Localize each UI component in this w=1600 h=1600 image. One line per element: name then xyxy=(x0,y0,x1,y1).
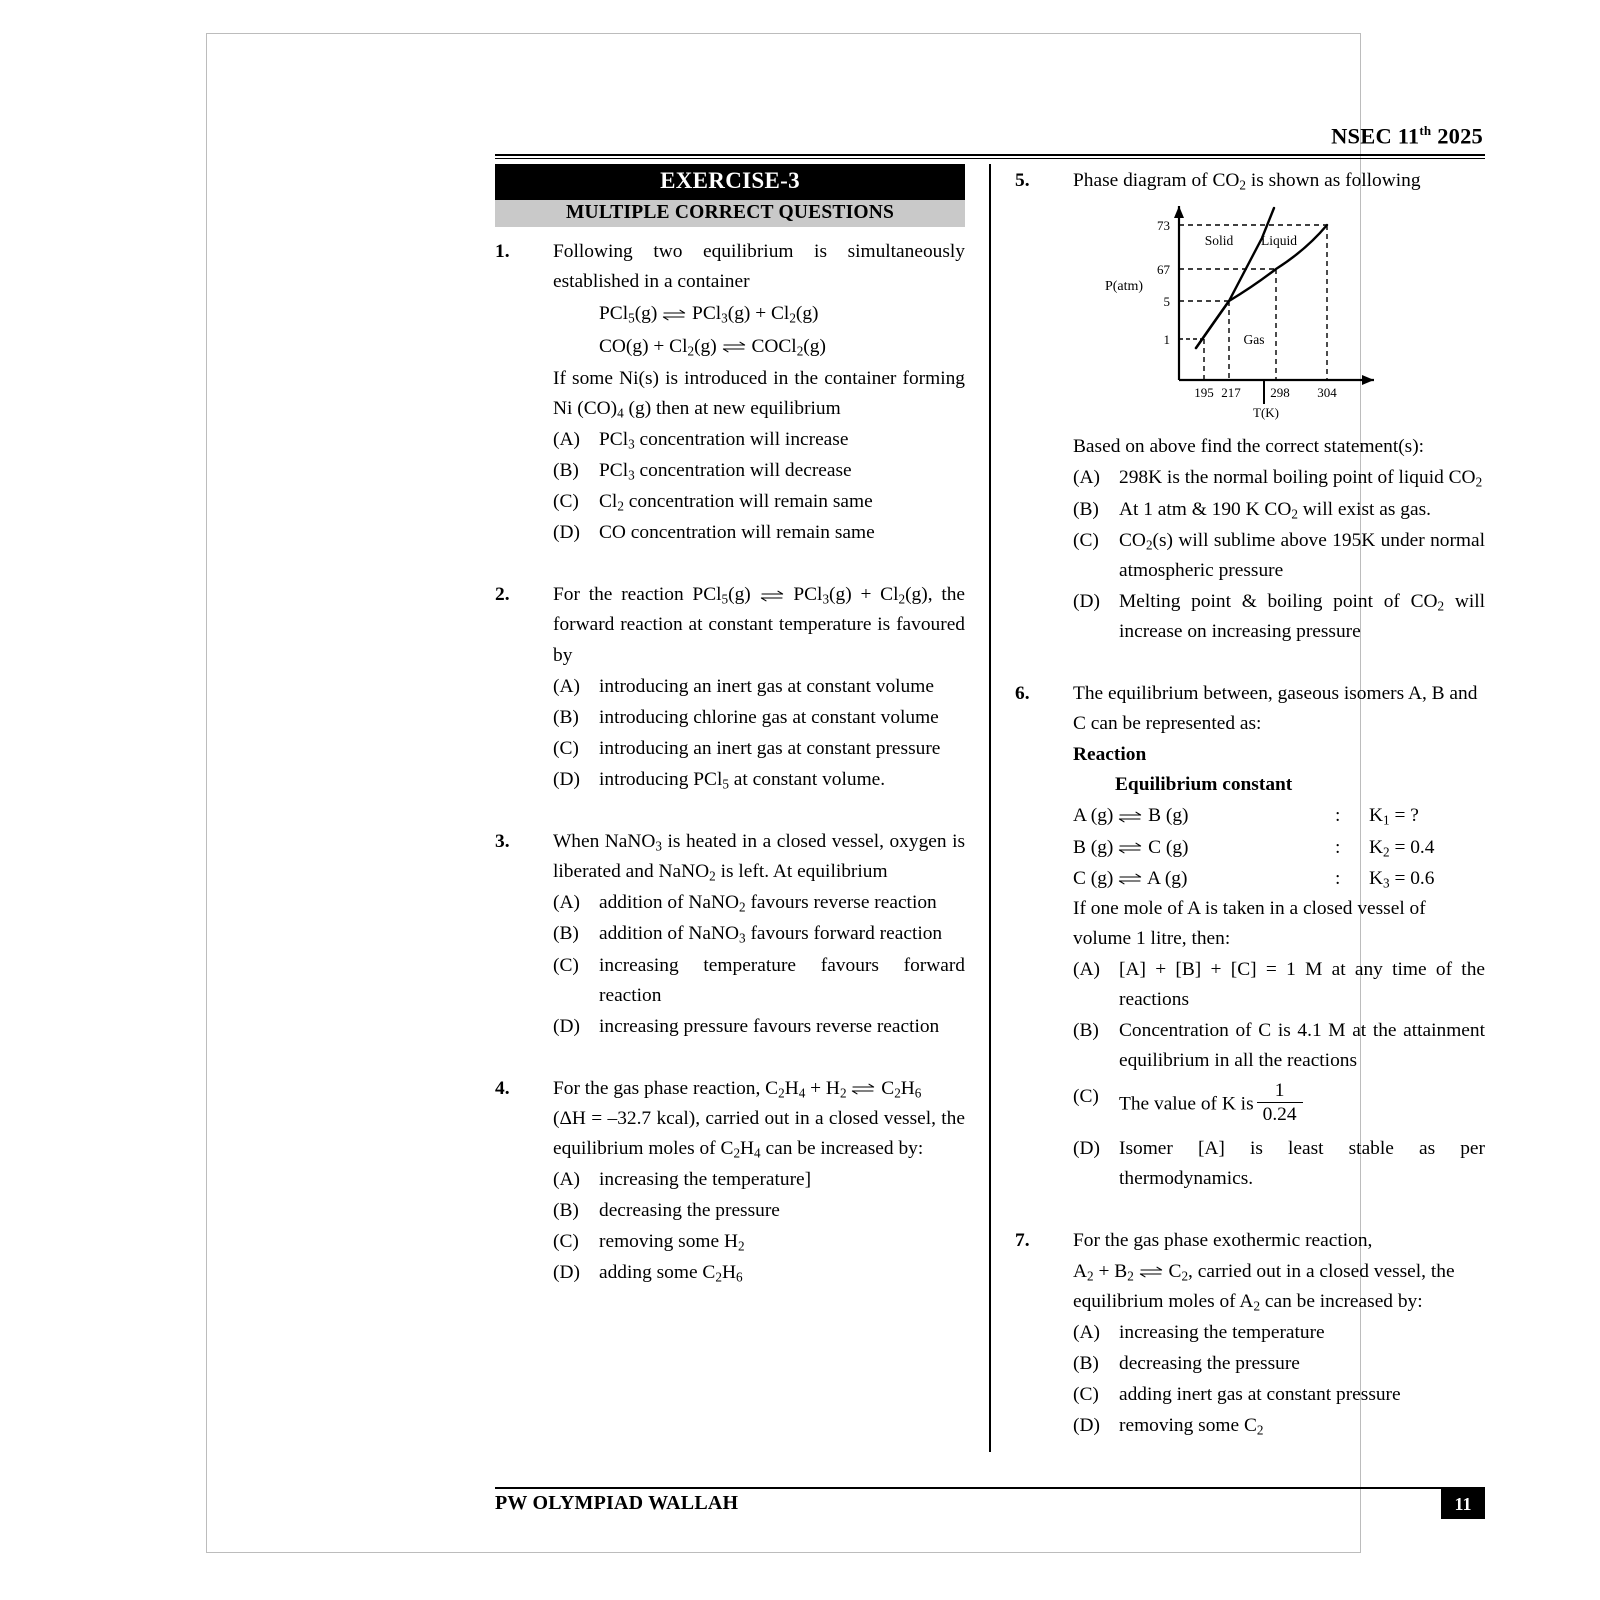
stem-part: If some Ni(s) is introduced in the container forming Ni (CO) xyxy=(553,367,965,419)
spacer xyxy=(1015,1194,1485,1216)
option-tag: (B) xyxy=(553,923,579,945)
equilibrium-constant-value: $K_1$ = ? xyxy=(1369,805,1419,829)
options-list xyxy=(1073,1318,1485,1441)
option-tag: (C) xyxy=(1073,529,1099,551)
right-column xyxy=(1015,164,1485,1454)
footer-row xyxy=(495,1489,1485,1519)
option-tag: (A) xyxy=(553,675,580,697)
option-text: 298K is the normal boiling point of liquid $CO_2$ xyxy=(1119,467,1483,491)
question-7 xyxy=(1015,1226,1485,1441)
option-tag: (C) xyxy=(553,954,579,976)
option-b[interactable] xyxy=(1073,495,1485,525)
option-text: PCl$_3$ concentration will increase xyxy=(599,428,849,452)
eq-sub: 3 xyxy=(721,311,728,327)
equilibrium-arrow-icon xyxy=(1118,807,1143,826)
equilibrium-arrow-icon xyxy=(722,337,747,356)
question-3 xyxy=(495,827,965,1042)
fraction-numerator: 1 xyxy=(1257,1080,1303,1103)
option-text: At 1 atm & 190 K $CO_2$ will exist as gas. xyxy=(1119,498,1431,522)
equilibrium-constant-value: $K_2 = 0.4$ xyxy=(1369,836,1435,860)
option-a[interactable] xyxy=(1073,1318,1485,1348)
header-title-ordinal: th xyxy=(1419,123,1432,138)
option-d[interactable] xyxy=(553,1012,965,1042)
option-b[interactable] xyxy=(553,703,965,733)
option-tag: (D) xyxy=(553,1262,580,1284)
eq-term: (g) xyxy=(634,303,658,325)
option-a[interactable] xyxy=(553,888,965,918)
spacer xyxy=(1015,647,1485,669)
stem-part: (g) then at new equilibrium xyxy=(623,397,841,419)
option-text: decreasing the pressure xyxy=(1119,1352,1300,1374)
question-2 xyxy=(495,580,965,795)
option-b[interactable] xyxy=(553,919,965,949)
option-tag: (B) xyxy=(553,1200,579,1222)
option-d[interactable] xyxy=(1073,587,1485,647)
question-number: 6. xyxy=(1015,683,1030,705)
eq-sub: 2 xyxy=(789,311,796,327)
option-text: increasing the temperature xyxy=(1119,1321,1325,1343)
equilibrium-arrow-icon xyxy=(1118,838,1143,857)
option-tag: (C) xyxy=(1073,1383,1099,1405)
header-year: 2025 xyxy=(1437,123,1483,149)
page-footer xyxy=(495,1487,1485,1519)
question-stem: The equilibrium between, gaseous isomers A, B and C can be represented as: xyxy=(1073,683,1478,735)
option-tag: (D) xyxy=(553,522,580,544)
question-stem: When NaNO$_3$ is heated in a closed vessel, oxygen is liberated and NaNO$_2$ is left. At equilibrium xyxy=(553,831,966,884)
option-tag: (D) xyxy=(553,768,580,790)
eq-sub: 2 xyxy=(687,343,695,359)
option-a[interactable] xyxy=(553,1165,965,1195)
question-lead: Based on above find the correct statement(s): xyxy=(1073,436,1425,458)
equilibrium-arrow-icon xyxy=(851,1080,876,1099)
option-text: Melting point & boiling point of $CO_2$ will increase on increasing pressure xyxy=(1119,590,1486,643)
question-number: 7. xyxy=(1015,1230,1030,1252)
option-tag: (D) xyxy=(1073,1415,1100,1436)
equilibrium-arrow-icon xyxy=(1118,870,1143,889)
x-tick-298: 298 xyxy=(1270,385,1290,401)
option-text: adding some $C_2H_6$ xyxy=(599,1262,743,1286)
question-number: 3. xyxy=(495,831,510,852)
row-colon: : xyxy=(1335,805,1341,827)
option-text: addition of NaNO$_3$ favours forward reaction xyxy=(599,923,943,947)
option-tag: (A) xyxy=(1073,467,1100,489)
option-text: PCl$_3$ concentration will decrease xyxy=(599,459,852,483)
eq-term: (g) xyxy=(803,335,826,357)
question-4 xyxy=(495,1074,965,1289)
option-text: Concentration of C is 4.1 M at the attainment equilibrium in all the reactions xyxy=(1119,1020,1485,1072)
option-b[interactable] xyxy=(553,1196,965,1226)
question-number: 4. xyxy=(495,1077,510,1099)
page-content xyxy=(495,124,1485,1519)
option-tag: (C) xyxy=(553,737,579,759)
options-list xyxy=(553,425,965,549)
eq-sub: 5 xyxy=(628,311,635,327)
option-tag: (B) xyxy=(1073,1020,1099,1042)
eq-term: (g) xyxy=(694,335,717,357)
option-c[interactable] xyxy=(553,951,965,1011)
question-stem: For the gas phase reaction, $C_2H_4 + H_2$ $C_2H_6$ xyxy=(553,1077,922,1101)
two-column-body xyxy=(495,164,1485,1454)
eq-sub: 2 xyxy=(796,343,804,359)
option-d[interactable] xyxy=(1073,1411,1485,1441)
eq-term: COCl xyxy=(751,335,797,357)
exercise-subtitle: MULTIPLE CORRECT QUESTIONS xyxy=(495,200,965,227)
option-text: increasing the temperature] xyxy=(599,1169,812,1191)
question-body xyxy=(553,580,965,795)
options-list xyxy=(1073,463,1485,647)
options-list xyxy=(553,672,965,795)
question-stem: Following two equilibrium is simultaneously established in a container xyxy=(553,241,965,293)
question-number: 2. xyxy=(495,584,510,606)
question-stem-continued xyxy=(553,364,965,424)
fraction xyxy=(1257,1080,1303,1126)
option-text: adding inert gas at constant pressure xyxy=(1119,1383,1401,1405)
option-text: $CO_2(s)$ will sublime above 195K under normal atmospheric pressure xyxy=(1119,529,1485,581)
eq-term: (g) + Cl xyxy=(727,303,790,325)
options-list xyxy=(553,1165,965,1288)
y-tick-67: 67 xyxy=(1157,262,1170,278)
option-text: introducing PCl$_5$ at constant volume. xyxy=(599,768,886,792)
question-number: 1. xyxy=(495,241,510,263)
question-stem-continued: $A_2 + B_2$ $C_2$, carried out in a closed vessel, the equilibrium moles of $A_2$ can be increased by: xyxy=(1073,1260,1455,1314)
option-tag: (C) xyxy=(553,1231,579,1253)
option-a[interactable] xyxy=(553,425,965,455)
eq-term: PCl xyxy=(692,303,722,325)
equilibrium-arrow-icon xyxy=(1139,1262,1164,1281)
region-label-liquid: Liquid xyxy=(1261,233,1297,249)
eq-term: CO(g) + Cl xyxy=(599,335,688,357)
option-a[interactable] xyxy=(553,672,965,702)
option-tag: (B) xyxy=(553,706,579,728)
option-text: introducing an inert gas at constant volume xyxy=(599,675,934,697)
question-stem: For the reaction PCl$_5$(g) $PCl_3(g) + Cl_2(g)$, the forward reaction at constant temperature is favoured by xyxy=(553,584,966,666)
phase-diagram-figure xyxy=(1073,198,1485,428)
option-a[interactable] xyxy=(1073,463,1485,493)
option-c[interactable] xyxy=(1073,526,1485,586)
option-text: $Cl_2$ concentration will remain same xyxy=(599,491,873,514)
left-column xyxy=(495,164,965,1454)
option-tag: (B) xyxy=(553,459,579,481)
option-text: CO concentration will remain same xyxy=(599,522,875,544)
reaction-heading: Reaction xyxy=(1073,744,1147,766)
option-b[interactable] xyxy=(1073,1016,1485,1076)
reaction-equation: B (g) C (g) xyxy=(1073,836,1189,858)
option-c[interactable] xyxy=(553,487,965,517)
option-tag: (A) xyxy=(1073,958,1100,980)
options-list xyxy=(553,888,965,1041)
reaction-equation: C (g) A (g) xyxy=(1073,867,1188,889)
question-6 xyxy=(1015,679,1485,1194)
options-list xyxy=(1073,955,1485,1194)
row-colon: : xyxy=(1335,867,1341,889)
option-a[interactable] xyxy=(1073,955,1485,1015)
question-stem: Phase diagram of $CO_2$ is shown as following xyxy=(1073,170,1421,193)
row-colon: : xyxy=(1335,836,1341,858)
exercise-banner: EXERCISE-3 xyxy=(495,164,965,200)
x-tick-217: 217 xyxy=(1221,385,1241,401)
option-text: introducing an inert gas at constant pressure xyxy=(599,737,941,759)
footer-brand: PW OLYMPIAD WALLAH xyxy=(495,1492,739,1514)
option-b[interactable] xyxy=(553,456,965,486)
option-tag: (C) xyxy=(553,491,579,513)
option-text: removing some $C_2$ xyxy=(1119,1415,1264,1438)
option-tag: (B) xyxy=(1073,1352,1099,1374)
question-body xyxy=(1073,1226,1485,1441)
equilibrium-constant-value: $K_3 = 0.6$ xyxy=(1369,867,1435,891)
x-tick-195: 195 xyxy=(1194,385,1214,401)
fraction-denominator: 0.24 xyxy=(1262,1104,1297,1125)
reaction-row xyxy=(1073,833,1485,863)
option-tag: (A) xyxy=(553,428,580,450)
option-b[interactable] xyxy=(1073,1349,1485,1379)
option-c[interactable] xyxy=(1073,1082,1485,1128)
option-tag: (A) xyxy=(553,1169,580,1191)
y-axis-label: P(atm) xyxy=(1104,279,1144,295)
equation-1 xyxy=(553,299,965,329)
question-body xyxy=(1073,679,1485,1194)
option-text: addition of NaNO$_2$ favours reverse reaction xyxy=(599,892,937,915)
reaction-row xyxy=(1073,864,1485,894)
question-lead: If one mole of A is taken in a closed vessel of volume 1 litre, then: xyxy=(1073,897,1426,949)
y-tick-5: 5 xyxy=(1163,294,1170,310)
eq-term: (g) xyxy=(795,303,819,325)
eq-term: PCl xyxy=(599,303,629,325)
option-text: [A] + [B] + [C] = 1 M at any time of the reactions xyxy=(1119,958,1485,1011)
question-body xyxy=(553,1074,965,1289)
option-d[interactable] xyxy=(1073,1134,1485,1194)
option-text: increasing temperature favours forward reaction xyxy=(599,954,965,1006)
equilibrium-arrow-icon xyxy=(760,586,785,605)
page-frame xyxy=(206,33,1486,1553)
header-title: NSEC 11 xyxy=(1331,123,1420,149)
option-tag: (A) xyxy=(1073,1321,1100,1343)
option-text: Isomer [A] is least stable as per thermodynamics. xyxy=(1119,1138,1485,1190)
x-axis-label: T(K) xyxy=(1253,405,1279,421)
phase-diagram-svg xyxy=(1084,198,1474,428)
equilibrium-constant-heading: Equilibrium constant xyxy=(1115,774,1293,796)
equation-2 xyxy=(553,332,965,362)
option-tag: (D) xyxy=(1073,1138,1100,1160)
option-tag: (D) xyxy=(1073,590,1100,612)
equilibrium-arrow-icon xyxy=(662,305,687,324)
column-divider xyxy=(965,164,1015,1454)
region-label-gas: Gas xyxy=(1243,332,1265,348)
header-rule xyxy=(495,154,1485,159)
spacer xyxy=(495,1042,965,1064)
question-stem-continued: (ΔH = –32.7 kcal), carried out in a closed vessel, the equilibrium moles of $C_2H_4$ can be increased by: xyxy=(553,1107,965,1161)
page-number-badge: 11 xyxy=(1441,1489,1485,1519)
option-text: decreasing the pressure xyxy=(599,1200,780,1222)
option-c[interactable] xyxy=(1073,1380,1485,1410)
reaction-row xyxy=(1073,801,1485,831)
option-c[interactable] xyxy=(553,1227,965,1257)
question-body xyxy=(553,237,965,548)
x-tick-304: 304 xyxy=(1317,385,1337,401)
question-5 xyxy=(1015,166,1485,647)
question-body xyxy=(1073,166,1485,647)
option-tag: (B) xyxy=(1073,498,1099,520)
option-tag: (A) xyxy=(553,892,580,914)
option-tag: (C) xyxy=(1073,1086,1099,1108)
y-tick-1: 1 xyxy=(1163,332,1170,348)
option-text: increasing pressure favours reverse reaction xyxy=(599,1015,940,1037)
option-c[interactable] xyxy=(553,734,965,764)
option-d[interactable] xyxy=(553,518,965,548)
question-1 xyxy=(495,237,965,548)
option-text: introducing chlorine gas at constant volume xyxy=(599,706,939,728)
option-tag: (D) xyxy=(553,1015,580,1037)
reaction-equation: A (g) B (g) xyxy=(1073,805,1189,827)
option-d[interactable] xyxy=(553,1258,965,1288)
option-text: The value of K is $\frac{1}{0.24}$ xyxy=(1119,1082,1485,1128)
spacer xyxy=(495,795,965,817)
region-label-solid: Solid xyxy=(1204,233,1234,249)
spacer xyxy=(495,548,965,570)
y-tick-73: 73 xyxy=(1157,218,1170,234)
question-body xyxy=(553,827,965,1042)
document-header xyxy=(495,124,1485,149)
option-text: removing some $H_2$ xyxy=(599,1231,745,1254)
question-number: 5. xyxy=(1015,170,1030,192)
question-stem: For the gas phase exothermic reaction, xyxy=(1073,1230,1373,1252)
option-d[interactable] xyxy=(553,765,965,795)
stem-sub: 4 xyxy=(617,405,624,421)
